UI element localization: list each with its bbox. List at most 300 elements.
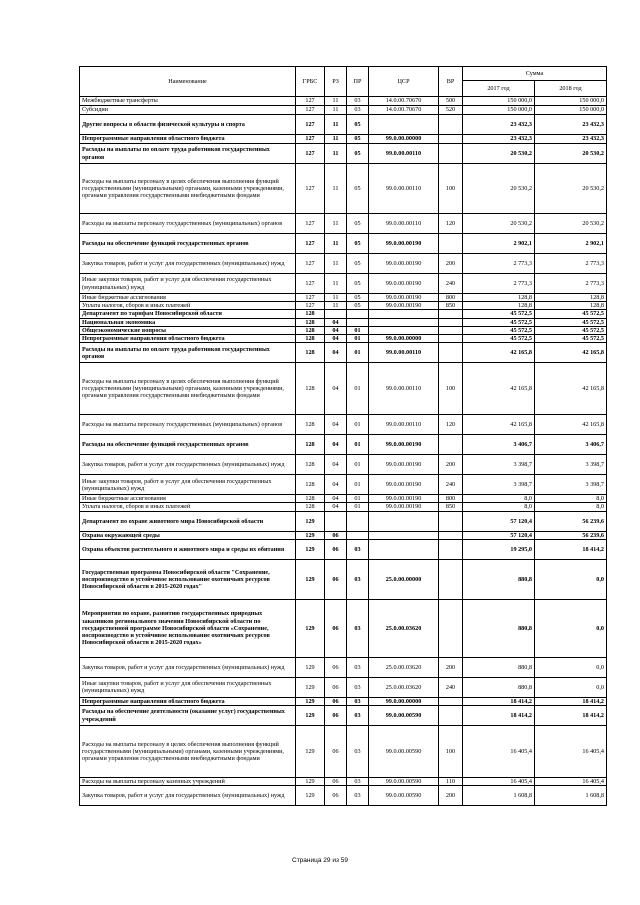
cell-name: Закупка товаров, работ и услуг для государственных (муниципальных) нужд xyxy=(80,786,296,806)
cell-pr: 05 xyxy=(347,164,369,214)
cell-pr: 01 xyxy=(347,335,369,343)
cell-csr: 25.0.00.03620 xyxy=(369,657,439,677)
table-row xyxy=(80,495,607,503)
table-row xyxy=(80,511,607,531)
cell-name: Расходы на выплаты персоналу государственных (муниципальных) органов xyxy=(80,415,296,435)
cell-csr: 99.0.00.00190 xyxy=(369,503,439,511)
cell-sum-2017: 45 572,5 xyxy=(463,335,535,343)
table-row xyxy=(80,274,607,294)
cell-vr xyxy=(439,335,463,343)
cell-rz: 04 xyxy=(325,343,347,363)
cell-sum-2018: 18 414,2 xyxy=(535,697,607,705)
table-row xyxy=(80,318,607,326)
cell-csr: 99.0.00.00590 xyxy=(369,706,439,726)
cell-name: Расходы на выплаты персоналу в целях обеспечения выполнения функций государственными (муниципальными) органами, казенными учреждениями, органами управления государственными внебюджетными фондами xyxy=(80,726,296,778)
cell-name: Департамент по охране животного мира Новосибирской области xyxy=(80,511,296,531)
cell-vr: 500 xyxy=(439,97,463,106)
cell-grbs: 127 xyxy=(296,115,325,135)
cell-pr: 05 xyxy=(347,135,369,144)
cell-sum-2018: 2 773,3 xyxy=(535,254,607,274)
cell-vr xyxy=(439,559,463,599)
table-row xyxy=(80,531,607,539)
cell-grbs: 127 xyxy=(296,254,325,274)
header-vr: ВР xyxy=(439,67,463,97)
cell-rz: 06 xyxy=(325,657,347,677)
cell-vr: 200 xyxy=(439,786,463,806)
cell-rz: 04 xyxy=(325,475,347,495)
cell-name: Национальная экономика xyxy=(80,318,296,326)
cell-name: Общеэкономические вопросы xyxy=(80,326,296,334)
cell-pr: 03 xyxy=(347,97,369,106)
cell-pr xyxy=(347,318,369,326)
header-sum: Сумма xyxy=(463,67,607,81)
cell-vr xyxy=(439,599,463,657)
cell-pr: 01 xyxy=(347,435,369,455)
cell-csr: 99.0.00.00190 xyxy=(369,234,439,254)
table-row xyxy=(80,335,607,343)
table-row xyxy=(80,539,607,559)
header-rz: РЗ xyxy=(325,67,347,97)
cell-sum-2018: 20 530,2 xyxy=(535,214,607,234)
table-row xyxy=(80,677,607,697)
cell-vr xyxy=(439,706,463,726)
cell-pr: 03 xyxy=(347,706,369,726)
cell-name: Охрана объектов растительного и животного мира и среды их обитания xyxy=(80,539,296,559)
cell-name: Иные закупки товаров, работ и услуг для обеспечения государственных (муниципальных) нужд xyxy=(80,677,296,697)
cell-csr: 99.0.00.00190 xyxy=(369,475,439,495)
cell-grbs: 129 xyxy=(296,697,325,705)
table-row xyxy=(80,363,607,415)
cell-sum-2017: 3 398,7 xyxy=(463,455,535,475)
cell-sum-2018: 16 405,4 xyxy=(535,726,607,778)
cell-sum-2018: 2 902,1 xyxy=(535,234,607,254)
cell-vr xyxy=(439,435,463,455)
cell-rz: 04 xyxy=(325,363,347,415)
cell-vr xyxy=(439,135,463,144)
cell-grbs: 128 xyxy=(296,415,325,435)
page-number: Страница 29 из 59 xyxy=(292,857,348,864)
cell-sum-2018: 56 239,6 xyxy=(535,531,607,539)
cell-pr: 03 xyxy=(347,106,369,115)
cell-sum-2018: 18 414,2 xyxy=(535,706,607,726)
cell-name: Расходы на обеспечение функций государственных органов xyxy=(80,435,296,455)
cell-name: Расходы на выплаты персоналу государственных (муниципальных) органов xyxy=(80,214,296,234)
cell-grbs: 128 xyxy=(296,363,325,415)
cell-csr: 99.0.00.00110 xyxy=(369,164,439,214)
cell-csr: 99.0.00.00190 xyxy=(369,254,439,274)
cell-name: Закупка товаров, работ и услуг для государственных (муниципальных) нужд xyxy=(80,657,296,677)
cell-rz: 11 xyxy=(325,135,347,144)
cell-vr: 200 xyxy=(439,657,463,677)
cell-csr: 99.0.00.00190 xyxy=(369,455,439,475)
cell-rz: 11 xyxy=(325,302,347,310)
cell-vr: 200 xyxy=(439,455,463,475)
cell-sum-2017: 8,0 xyxy=(463,495,535,503)
table-row xyxy=(80,326,607,334)
header-name: Наименование xyxy=(80,67,296,97)
cell-rz: 04 xyxy=(325,318,347,326)
cell-sum-2018: 150 000,0 xyxy=(535,97,607,106)
cell-name: Закупка товаров, работ и услуг для государственных (муниципальных) нужд xyxy=(80,254,296,274)
cell-grbs: 127 xyxy=(296,234,325,254)
cell-pr: 01 xyxy=(347,326,369,334)
cell-csr xyxy=(369,511,439,531)
cell-grbs: 128 xyxy=(296,326,325,334)
cell-sum-2017: 128,8 xyxy=(463,294,535,302)
table-row xyxy=(80,294,607,302)
cell-pr: 01 xyxy=(347,455,369,475)
cell-sum-2017: 1 608,8 xyxy=(463,786,535,806)
cell-name: Закупка товаров, работ и услуг для государственных (муниципальных) нужд xyxy=(80,455,296,475)
cell-vr: 120 xyxy=(439,415,463,435)
cell-rz: 04 xyxy=(325,455,347,475)
cell-sum-2017: 23 432,3 xyxy=(463,135,535,144)
cell-vr xyxy=(439,310,463,318)
cell-vr: 240 xyxy=(439,677,463,697)
cell-sum-2018: 0,0 xyxy=(535,677,607,697)
cell-pr: 05 xyxy=(347,274,369,294)
table-row xyxy=(80,657,607,677)
table-row xyxy=(80,310,607,318)
cell-rz: 11 xyxy=(325,164,347,214)
cell-sum-2017: 20 530,2 xyxy=(463,144,535,164)
header-grbs: ГРБС xyxy=(296,67,325,97)
cell-sum-2017: 23 432,3 xyxy=(463,115,535,135)
cell-rz xyxy=(325,310,347,318)
cell-csr: 99.0.00.00190 xyxy=(369,274,439,294)
cell-pr: 03 xyxy=(347,726,369,778)
cell-sum-2018: 8,0 xyxy=(535,495,607,503)
cell-grbs: 128 xyxy=(296,435,325,455)
table-row xyxy=(80,302,607,310)
cell-vr xyxy=(439,144,463,164)
table-row xyxy=(80,786,607,806)
cell-grbs: 127 xyxy=(296,274,325,294)
cell-vr: 520 xyxy=(439,106,463,115)
cell-rz: 06 xyxy=(325,677,347,697)
cell-name: Расходы на выплаты по оплате труда работников государственных органов xyxy=(80,144,296,164)
cell-sum-2017: 128,8 xyxy=(463,302,535,310)
table-row xyxy=(80,115,607,135)
cell-name: Расходы на выплаты по оплате труда работников государственных органов xyxy=(80,343,296,363)
cell-csr: 99.0.00.00190 xyxy=(369,302,439,310)
header-year-2018: 2018 год xyxy=(535,81,607,97)
cell-rz: 04 xyxy=(325,503,347,511)
cell-csr: 99.0.00.00110 xyxy=(369,343,439,363)
cell-sum-2018: 150 000,0 xyxy=(535,106,607,115)
cell-csr: 99.0.00.00590 xyxy=(369,778,439,786)
cell-csr: 14.0.00.70670 xyxy=(369,106,439,115)
cell-vr: 850 xyxy=(439,302,463,310)
cell-grbs: 129 xyxy=(296,726,325,778)
header-csr: ЦСР xyxy=(369,67,439,97)
cell-sum-2017: 150 000,0 xyxy=(463,97,535,106)
cell-vr xyxy=(439,115,463,135)
cell-pr xyxy=(347,531,369,539)
cell-rz: 06 xyxy=(325,539,347,559)
cell-csr: 99.0.00.00110 xyxy=(369,214,439,234)
cell-csr: 99.0.00.00110 xyxy=(369,363,439,415)
table-row xyxy=(80,559,607,599)
table-row xyxy=(80,435,607,455)
cell-vr: 120 xyxy=(439,214,463,234)
cell-grbs: 128 xyxy=(296,495,325,503)
cell-grbs: 127 xyxy=(296,164,325,214)
cell-pr: 05 xyxy=(347,294,369,302)
cell-csr: 25.0.00.03620 xyxy=(369,677,439,697)
cell-pr: 01 xyxy=(347,475,369,495)
cell-pr: 03 xyxy=(347,677,369,697)
cell-name: Уплата налогов, сборов и иных платежей xyxy=(80,302,296,310)
cell-csr xyxy=(369,318,439,326)
cell-name: Государственная программа Новосибирской области "Сохранение, воспроизводство и устойчивое использование охотничьих ресурсов Новосибирской области в 2015-2020 годах" xyxy=(80,559,296,599)
cell-rz: 11 xyxy=(325,214,347,234)
cell-rz: 04 xyxy=(325,415,347,435)
cell-pr: 01 xyxy=(347,415,369,435)
table-row xyxy=(80,144,607,164)
cell-rz: 06 xyxy=(325,531,347,539)
cell-vr: 100 xyxy=(439,164,463,214)
cell-grbs: 127 xyxy=(296,294,325,302)
cell-grbs: 128 xyxy=(296,335,325,343)
cell-grbs: 129 xyxy=(296,706,325,726)
cell-sum-2018: 128,8 xyxy=(535,302,607,310)
cell-pr: 05 xyxy=(347,234,369,254)
cell-pr: 05 xyxy=(347,254,369,274)
cell-pr: 03 xyxy=(347,559,369,599)
cell-pr: 05 xyxy=(347,115,369,135)
cell-csr: 99.0.00.00110 xyxy=(369,415,439,435)
cell-sum-2018: 0,0 xyxy=(535,559,607,599)
cell-rz: 11 xyxy=(325,106,347,115)
cell-grbs: 127 xyxy=(296,214,325,234)
cell-rz xyxy=(325,511,347,531)
table-row xyxy=(80,599,607,657)
cell-sum-2017: 880,8 xyxy=(463,599,535,657)
table-row xyxy=(80,706,607,726)
table-row xyxy=(80,455,607,475)
cell-csr: 99.0.00.00590 xyxy=(369,726,439,778)
cell-rz: 06 xyxy=(325,726,347,778)
cell-csr: 25.0.00.03620 xyxy=(369,599,439,657)
cell-grbs: 129 xyxy=(296,511,325,531)
cell-pr: 03 xyxy=(347,657,369,677)
cell-sum-2017: 20 530,2 xyxy=(463,164,535,214)
cell-name: Мероприятия по охране, развитию государственных природных заказников регионального значения Новосибирской области по государственной программе Новосибирской области «Сохранение, воспроизводство и устойчивое использование охотничьих ресурсов Новосибирской области в 2015-2020 годах» xyxy=(80,599,296,657)
cell-vr: 800 xyxy=(439,294,463,302)
cell-pr xyxy=(347,511,369,531)
cell-sum-2018: 3 406,7 xyxy=(535,435,607,455)
cell-rz: 04 xyxy=(325,326,347,334)
cell-sum-2017: 57 120,4 xyxy=(463,511,535,531)
table-row xyxy=(80,214,607,234)
cell-rz: 06 xyxy=(325,778,347,786)
cell-name: Расходы на выплаты персоналу в целях обеспечения выполнения функций государственными (муниципальными) органами, казенными учреждениями, органами управления государственными внебюджетными фондами xyxy=(80,164,296,214)
cell-name: Иные закупки товаров, работ и услуг для обеспечения государственных (муниципальных) нужд xyxy=(80,475,296,495)
cell-sum-2017: 45 572,5 xyxy=(463,310,535,318)
cell-sum-2017: 880,8 xyxy=(463,677,535,697)
cell-sum-2017: 19 295,0 xyxy=(463,539,535,559)
table-row xyxy=(80,234,607,254)
cell-sum-2017: 150 000,0 xyxy=(463,106,535,115)
cell-rz: 04 xyxy=(325,335,347,343)
cell-vr: 200 xyxy=(439,254,463,274)
cell-name: Расходы на выплаты персоналу в целях обеспечения выполнения функций государственными (муниципальными) органами, казенными учреждениями, органами управления государственными внебюджетными фондами xyxy=(80,363,296,415)
cell-sum-2018: 8,0 xyxy=(535,503,607,511)
cell-pr: 03 xyxy=(347,599,369,657)
cell-name: Непрограммные направления областного бюджета xyxy=(80,697,296,705)
cell-vr xyxy=(439,318,463,326)
cell-rz: 04 xyxy=(325,495,347,503)
cell-name: Межбюджетные трансферты xyxy=(80,97,296,106)
cell-vr xyxy=(439,326,463,334)
cell-csr: 99.0.00.00190 xyxy=(369,495,439,503)
cell-pr: 05 xyxy=(347,214,369,234)
cell-sum-2018: 20 530,2 xyxy=(535,164,607,214)
cell-csr: 99.0.00.00000 xyxy=(369,697,439,705)
cell-sum-2018: 0,0 xyxy=(535,657,607,677)
cell-sum-2017: 3 398,7 xyxy=(463,475,535,495)
cell-csr xyxy=(369,531,439,539)
cell-name: Расходы на выплаты персоналу казенных учреждений xyxy=(80,778,296,786)
table-row xyxy=(80,254,607,274)
cell-name: Охрана окружающей среды xyxy=(80,531,296,539)
cell-sum-2017: 3 406,7 xyxy=(463,435,535,455)
cell-sum-2018: 45 572,5 xyxy=(535,335,607,343)
table-body xyxy=(80,97,607,806)
cell-grbs: 128 xyxy=(296,503,325,511)
cell-grbs: 129 xyxy=(296,786,325,806)
cell-vr xyxy=(439,539,463,559)
cell-name: Иные бюджетные ассигнования xyxy=(80,294,296,302)
cell-pr: 01 xyxy=(347,495,369,503)
cell-name: Иные бюджетные ассигнования xyxy=(80,495,296,503)
cell-pr: 03 xyxy=(347,539,369,559)
cell-pr: 01 xyxy=(347,503,369,511)
table-row xyxy=(80,503,607,511)
cell-sum-2017: 18 414,2 xyxy=(463,706,535,726)
cell-vr: 240 xyxy=(439,274,463,294)
cell-sum-2018: 3 398,7 xyxy=(535,475,607,495)
cell-grbs: 129 xyxy=(296,531,325,539)
cell-sum-2017: 880,8 xyxy=(463,559,535,599)
table-row xyxy=(80,726,607,778)
table-row xyxy=(80,164,607,214)
cell-sum-2018: 45 572,5 xyxy=(535,318,607,326)
cell-csr: 99.0.00.00000 xyxy=(369,335,439,343)
cell-sum-2018: 45 572,5 xyxy=(535,326,607,334)
cell-grbs: 128 xyxy=(296,455,325,475)
cell-name: Субсидии xyxy=(80,106,296,115)
cell-sum-2017: 42 165,8 xyxy=(463,343,535,363)
table-row xyxy=(80,778,607,786)
cell-rz: 11 xyxy=(325,144,347,164)
cell-sum-2018: 42 165,8 xyxy=(535,415,607,435)
cell-pr: 03 xyxy=(347,786,369,806)
cell-vr: 100 xyxy=(439,726,463,778)
cell-csr xyxy=(369,539,439,559)
cell-name: Непрограммные направления областного бюджета xyxy=(80,135,296,144)
cell-rz: 11 xyxy=(325,294,347,302)
cell-csr: 99.0.00.00110 xyxy=(369,144,439,164)
cell-sum-2017: 8,0 xyxy=(463,503,535,511)
cell-grbs: 129 xyxy=(296,657,325,677)
table-row xyxy=(80,343,607,363)
table-row xyxy=(80,135,607,144)
table-row xyxy=(80,415,607,435)
table-row xyxy=(80,97,607,106)
cell-grbs: 129 xyxy=(296,559,325,599)
cell-grbs: 129 xyxy=(296,778,325,786)
cell-csr: 99.0.00.00190 xyxy=(369,435,439,455)
cell-csr: 99.0.00.00000 xyxy=(369,135,439,144)
cell-sum-2017: 16 405,4 xyxy=(463,778,535,786)
cell-vr: 850 xyxy=(439,503,463,511)
header-year-2017: 2017 год xyxy=(463,81,535,97)
cell-vr xyxy=(439,511,463,531)
cell-rz: 06 xyxy=(325,786,347,806)
cell-sum-2017: 57 120,4 xyxy=(463,531,535,539)
cell-sum-2018: 128,8 xyxy=(535,294,607,302)
cell-grbs: 127 xyxy=(296,106,325,115)
cell-grbs: 127 xyxy=(296,135,325,144)
cell-sum-2017: 18 414,2 xyxy=(463,697,535,705)
cell-sum-2018: 42 165,8 xyxy=(535,363,607,415)
cell-sum-2018: 16 405,4 xyxy=(535,778,607,786)
header-pr: ПР xyxy=(347,67,369,97)
cell-csr xyxy=(369,326,439,334)
cell-pr: 05 xyxy=(347,144,369,164)
cell-rz: 11 xyxy=(325,254,347,274)
cell-name: Департамент по тарифам Новосибирской области xyxy=(80,310,296,318)
cell-csr: 25.0.00.00000 xyxy=(369,559,439,599)
cell-sum-2018: 42 165,8 xyxy=(535,343,607,363)
table-row xyxy=(80,697,607,705)
cell-csr: 99.0.00.00590 xyxy=(369,786,439,806)
cell-sum-2017: 42 165,8 xyxy=(463,415,535,435)
cell-grbs: 129 xyxy=(296,539,325,559)
budget-table xyxy=(79,66,607,806)
cell-rz: 11 xyxy=(325,115,347,135)
cell-vr xyxy=(439,697,463,705)
cell-sum-2018: 20 530,2 xyxy=(535,144,607,164)
cell-name: Расходы на обеспечение деятельности (оказание услуг) государственных учреждений xyxy=(80,706,296,726)
cell-pr: 05 xyxy=(347,302,369,310)
cell-vr: 240 xyxy=(439,475,463,495)
cell-sum-2017: 42 165,8 xyxy=(463,363,535,415)
cell-grbs: 127 xyxy=(296,144,325,164)
cell-pr: 03 xyxy=(347,778,369,786)
cell-sum-2018: 1 608,8 xyxy=(535,786,607,806)
table-row xyxy=(80,106,607,115)
cell-sum-2018: 56 239,6 xyxy=(535,511,607,531)
cell-grbs: 128 xyxy=(296,475,325,495)
cell-sum-2018: 3 398,7 xyxy=(535,455,607,475)
cell-grbs: 127 xyxy=(296,302,325,310)
cell-grbs: 128 xyxy=(296,310,325,318)
cell-grbs: 128 xyxy=(296,343,325,363)
cell-csr xyxy=(369,310,439,318)
cell-sum-2017: 16 405,4 xyxy=(463,726,535,778)
cell-rz: 06 xyxy=(325,697,347,705)
cell-rz: 11 xyxy=(325,97,347,106)
cell-sum-2017: 880,8 xyxy=(463,657,535,677)
cell-sum-2018: 18 414,2 xyxy=(535,539,607,559)
cell-sum-2018: 2 773,3 xyxy=(535,274,607,294)
cell-name: Другие вопросы в области физической культуры и спорта xyxy=(80,115,296,135)
cell-rz: 11 xyxy=(325,234,347,254)
cell-sum-2018: 23 432,3 xyxy=(535,115,607,135)
